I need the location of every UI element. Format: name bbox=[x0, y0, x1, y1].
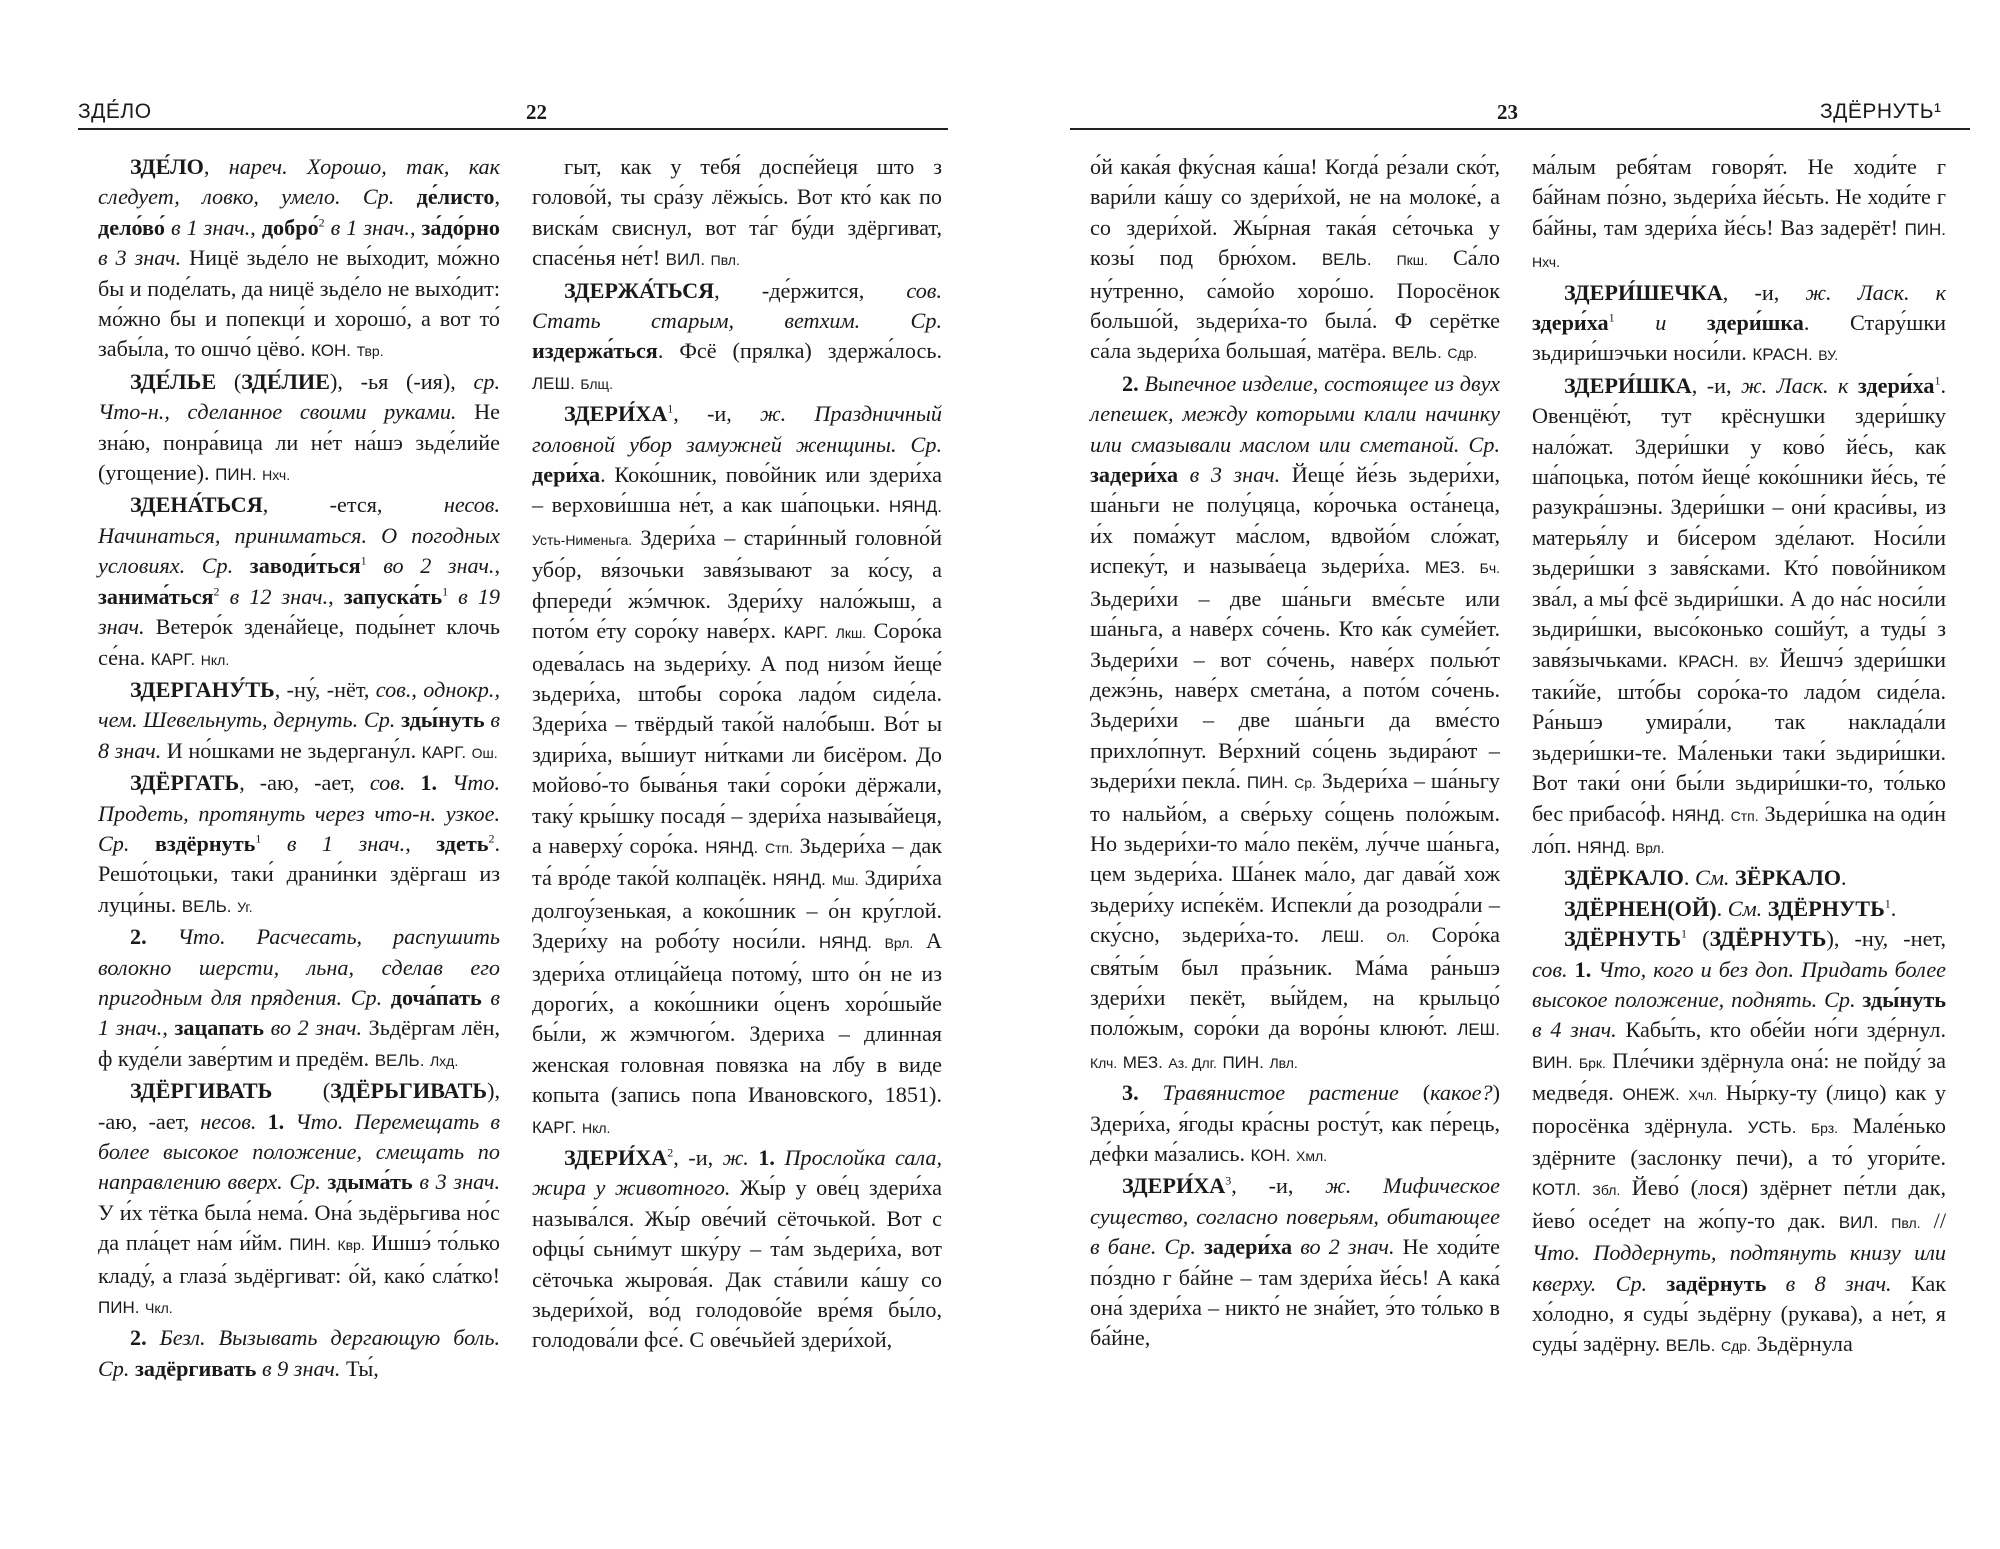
left-column-1 bbox=[98, 152, 500, 1384]
dictionary-entry: $ЗДЕРИ́ХА^3$, -и, ж. Мифическое существо, согласно поверьям, обитающее в бане. Ср. задери́ха во 2 знач. Не ходи́те по́здно г ба́йне – там здери́ха йе́сь! А кака́ она́ здери́ха – никто́ не зна́йет, э́то то́лько в ба́йне, bbox=[1090, 1173, 1501, 1351]
left-page bbox=[0, 0, 960, 1549]
left-column-2 bbox=[532, 152, 942, 1356]
dictionary-entry: ЗДЕ́ЛЬЕ (ЗДЕ́ЛИЕ), -ья (-ия), ср. Что-н., сделанное своими руками. Не зна́ю, понра́вица ли не́т на́шэ зьде́лийе (угощение). ПИН. Нхч. bbox=[98, 368, 500, 486]
left-page-number: 22 bbox=[526, 100, 547, 124]
right-header-rule bbox=[1070, 128, 1970, 130]
dictionary-entry: ЗДЁРГАТЬ, -аю, -ает, сов. 1. Что. Продеть, протянуть через что-н. узкое. Ср. вздёрнуть$^1$ в 1 знач., здеть$^2$. Решо́тоцьки, таки́ драни́нки здёргаш из луци́ны. ВЕЛЬ. Уг. bbox=[98, 770, 501, 917]
right-page bbox=[1040, 0, 2000, 1549]
right-column-2 bbox=[1532, 152, 1946, 1362]
dictionary-entry: ЗДЕРЖА́ТЬСЯ, -де́ржится, сов. Стать старым, ветхим. Ср. издержа́ться. Фсё (прялка) здержа́лось. ЛЕШ. Блщ. bbox=[532, 277, 942, 393]
left-header-rule bbox=[78, 128, 948, 130]
dictionary-entry: $ЗДЕРИ́ХА^1$, -и, ж. Праздничный головной убор замужней женщины. Ср. дери́ха. Коко́шник, пово́йник или здери́ха – верхови́шша не́т, а как ша́поцьки. НЯНД. Усть-Нименьга. Здери́ха – стари́нный головно́й убо́р, вя́зочьки завя́зывают за ко́су, а фпереди́ жэ́мчюк. Здери́ху нало́жыш, а пото́м е́ту соро́ку наве́рх. КАРГ. Лкш. Соро́ка одева́лась на зьдери́ху. А под низо́м йеще́ зьдери́ха, штобы соро́ка ладо́м сиде́ла. Здери́ха – твёрдый тако́й нало́быш. Во́т ы здири́ха, вы́шиут ни́тками ли бисёром. До мойово́-то быва́нья таки́ соро́ки дёржали, таку́ кры́шку посадя́ – здери́ха называ́йеця, а наверху́ соро́ка. НЯНД. Стп. Зьдери́ха – дак та́ вро́де тако́й колпацёк. НЯНД. Мш. Здири́ха долгоу́зенькая, а коко́шник – о́н кру́глой. Здери́ху на робо́ту носи́ли. НЯНД. Врл. А здери́ха отлица́йеца потому́, што о́н не из дороги́х, а коко́шники о́ценъ хоро́шыйе бы́ли, ж жэмчюго́м. Здериха – длинная женская головная повязка на лбу в виде копыта (запись попа Ивановского, 1851). КАРГ. Нкл. bbox=[532, 401, 943, 1137]
dictionary-entry: ЗДЕРГАНУ́ТЬ, -ну́, -нёт, сов., однокр., чем. Шевельнуть, дернуть. Ср. зды́нуть в 8 знач. И но́шками не зьдергану́л. КАРГ. Ош. bbox=[98, 676, 500, 763]
right-running-header bbox=[1040, 96, 2000, 132]
dictionary-entry: ЗДЁРГИВАТЬ (ЗДЁРЬГИВАТЬ), -аю, -ает, несов. 1. Что. Перемещать в более высокое положение, смещать по направлению вверх. Ср. здыма́ть в 3 знач. У и́х тётка была́ нема́. Она́ зьдёрьгива но́с да пла́цет на́м и́йм. ПИН. Квр. Ишшэ́ то́лько кладу́, а глаза́ зьдёргиват: о́й, како́ сла́тко! ПИН. Чкл. bbox=[98, 1078, 501, 1318]
right-page-number: 23 bbox=[1497, 100, 1518, 124]
dictionary-entry: 2. Безл. Вызывать дергающую боль. Ср. задёргивать в 9 знач. Ты́, bbox=[98, 1325, 500, 1381]
dictionary-entry: ЗДЕРИ́ШКА, -и, ж. Ласк. к $здери́ха^1$. Овенцёю́т, тут крёснушки здери́шку нало́жат. Здери́шки у ково́ йе́сь, как ша́поцька, пото́м йеще́ коко́шники йе́сь, те́ разукра́шэны. Здери́шки – они́ краси́вы, из матерья́лу и би́сером зде́лают. Носи́ли зьдери́шки з завя́сками. Кто́ пово́йником зва́л, а мы́ фсё зьдири́шки. А до на́с носи́ли зьдири́шки, высо́конько сошйу́т, а туды́ з завя́зычьками. КРАСН. ВУ. Йешчэ́ здери́шки таки́йе, што́бы соро́ка-то ладо́м сиде́ла. Ра́ньшэ умира́ли, так наклада́ли зьдери́шки-те. Ма́леньки таки́ зьдири́шки. Вот таки́ они́ бы́ли зьдири́шки-то, то́лько бес прибасо́ф. НЯНД. Стп. Зьдери́шка на оди́н ло́п. НЯНД. Врл. bbox=[1532, 372, 1947, 858]
dictionary-entry: ЗДЁРКАЛО. См. ЗЁРКАЛО. bbox=[1564, 865, 1847, 891]
dictionary-entry: гыт, как у тебя́ доспе́йеця што з голово́й, ты сра́зу лёжы́сь. Вот кто́ как по виска́м свиснул, вот та́г бу́ди здёргиват, спасе́нья не́т! ВИЛ. Пвл. bbox=[532, 154, 942, 271]
dictionary-entry: ЗДЁРНЕН(ОЙ). См. ЗДЁРНУТЬ$^1$. bbox=[1564, 895, 1897, 921]
dictionary-entry: ЗДЕРИ́ШЕЧКА, -и, ж. Ласк. к $здери́ха^1$ и здери́шка. Стару́шки зьдири́шэчьки носи́ли. КРАСН. ВУ. bbox=[1532, 279, 1947, 366]
right-column-1 bbox=[1090, 152, 1500, 1354]
dictionary-entry: ЗДЁРНУТЬ$^1$ (ЗДЁРНУТЬ), -ну, -нет, сов. 1. Что, кого и без доп. Придать более высокое положение, поднять. Ср. зды́нуть в 4 знач. Кабы́ть, кто обе́йи но́ги зде́рнул. ВИН. Брк. Пле́чики здёрнула она́: не пойду́ за медве́дя. ОНЕЖ. Хчл. Ны́рку-ту (лицо) как у поросёнка здёрнула. УСТЬ. Брз. Мале́нько здёрните (заслонку печи), а то́ угори́те. КОТЛ. Збл. Йево́ (лося) здёрнет пе́тли дак, йево́ осе́дет на жо́пу-то дак. ВИЛ. Пвл. // Что. Поддернуть, подтянуть книзу или кверху. Ср. задёрнуть в 8 знач. Как хо́лодно, я суды́ зьдёрну (рукава), а не́т, я суды́ задёрну. ВЕЛЬ. Сдр. Зьдёрнула bbox=[1532, 926, 1947, 1357]
left-header-word: ЗДЕ́ЛО bbox=[78, 100, 152, 123]
right-header-word: ЗДЁРНУТЬ¹ bbox=[1820, 100, 1942, 123]
dictionary-entry: 3. Травянистое растение (какое?) Здери́ха, я́годы кра́сны росту́т, как пе́рець, де́фки ма́зались. КОН. Хмл. bbox=[1090, 1080, 1500, 1166]
dictionary-entry: ЗДЕНА́ТЬСЯ, -ется, несов. Начинаться, приниматься. О погодных условиях. Ср. заводи́ться$^1$ во 2 знач., занима́ться$^2$ в 12 знач., $запуска́ть^1$ в 19 знач. Ветеро́к здена́йеце, поды́нет клочь се́на. КАРГ. Нкл. bbox=[98, 492, 501, 670]
left-running-header bbox=[0, 96, 960, 132]
dictionary-entry: 2. Что. Расчесать, распушить волокно шерсти, льна, сделав его пригодным для прядения. Ср. доча́пать в 1 знач., зацапать во 2 знач. Зьдёргам лён, ф куде́ли заве́ртим и предём. ВЕЛЬ. Лхд. bbox=[98, 924, 501, 1071]
dictionary-entry: ма́лым ребя́там говоря́т. Не ходи́те г ба́йнам по́зно, зьдери́ха йе́сьть. Не ходи́те г ба́йны, там здери́ха йе́сь! Ваз задерёт! ПИН. Нхч. bbox=[1532, 154, 1946, 271]
dictionary-entry: о́й кака́я фку́сная ка́ша! Когда́ ре́зали ско́т, вари́ли ка́шу со здери́хой, не на молоке́, а со здери́хой. Жы́рная така́я се́точька у козы́ под брю́хом. ВЕЛЬ. Пкш. Са́ло ну́тренно, са́мойо хоро́шо. Поросёнок большо́й, зьдери́ха-то была́. Ф серётке са́ла зьдери́ха большая́, матёра. ВЕЛЬ. Сдр. bbox=[1090, 154, 1500, 364]
dictionary-entry: ЗДЕ́ЛО, нареч. Хорошо, так, как следует, ловко, умело. Ср. де́листо, дело́во́ в 1 знач., добро́$^2$ в 1 знач., за́до́рно в 3 знач. Ницё зьде́ло не вы́ходит, мо́жно бы и поде́лать, да ницё зьде́ло не выхо́дит: мо́жно бы и попекци́ и хорошо́, а вот то́ забы́ла, то ошчо́ цёво́. КОН. Твр. bbox=[98, 154, 501, 362]
dictionary-entry: 2. Выпечное изделие, состоящее из двух лепешек, между которыми клали начинку или смазывали маслом или сметаной. Ср. задери́ха в 3 знач. Йеще́ йе́зь зьдери́хи, ша́ньги не полу́цяца, ко́рочька оста́нeца, и́х пома́жут ма́слом, вдвойо́м сло́жат, испеку́т, и называ́еца зьдери́ха. МЕЗ. Бч. Зьдери́хи – две ша́ньги вме́сьте или ша́ньга, а наве́рх со́чень. Кто ка́к суме́йет. Зьдери́хи – вот со́чень, наве́рх полью́т дежэ́нь, наве́рх смета́на, а пото́м со́чень. Зьдери́хи – две ша́ньги да вме́сто прихло́пнут. Ве́рхний со́цень зьдира́ют – зьдери́хи пекла́. ПИН. Ср. Зьдери́ха – ша́ньгу то нальйо́м, а све́рьху со́щень поло́жым. Но зьдери́хи-то ма́ло пекём, лу́чче ша́ньга, цем зьдери́ха. Ша́нек ма́ло, даг дава́й хож зьдери́ху испе́кём. Испекли́ да розодра́ли – ску́сно, зьдери́ха-то. ЛЕШ. Ол. Соро́ка свя́ты́м был пра́зьник. Ма́ма ра́ньшэ здери́хи пекёт, вы́йдем, на крыльцо́ поло́жым, соро́ки да воро́ны клюю́т. ЛЕШ. Клч. МЕЗ. Аз. Длг. ПИН. Лвл. bbox=[1090, 370, 1501, 1072]
dictionary-entry: $ЗДЕРИ́ХА^2$, -и, ж. 1. Прослойка сала, жира у животного. Жы́р у ове́ц здери́ха называ́лся. Жы́р ове́чий сёточькой. Вот с офцы́ сьни́мут шку́ру – та́м зьдери́ха, вот сёточька жырова́я. Дак ста́вили ка́шу со зьдери́хой, во́д голодово́йе вре́мя бы́ло, голодова́ли фсе́. С ове́чьйей здери́хой, bbox=[532, 1145, 943, 1353]
